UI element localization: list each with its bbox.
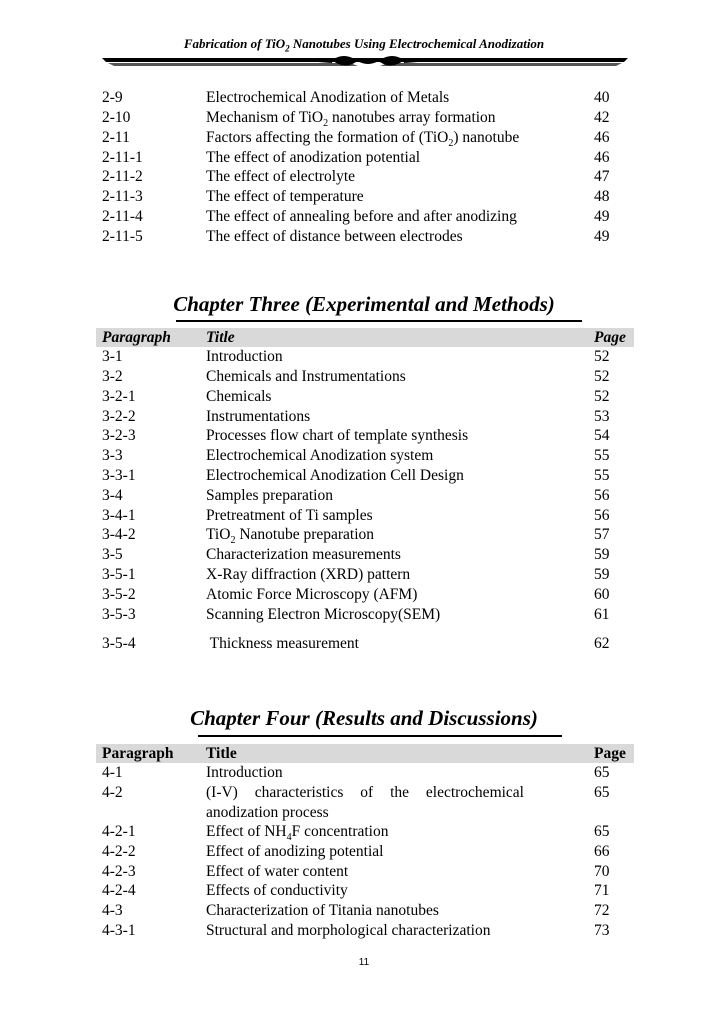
- page-number: 11: [358, 957, 370, 968]
- toc-row: 2-11-2 The effect of electrolyte 47: [102, 168, 610, 185]
- toc-row: 3-3 Electrochemical Anodization system 55: [102, 447, 610, 464]
- toc-row: 4-1 Introduction 65: [102, 764, 610, 781]
- toc-row: 3-2-2 Instrumentations 53: [102, 408, 610, 425]
- chapter-four-underline: [198, 735, 562, 737]
- toc-row: 4-3 Characterization of Titania nanotubes 72: [102, 902, 610, 919]
- chapter-four-column-header: Paragraph Title Page: [96, 744, 634, 763]
- toc-row: 2-11 Factors affecting the formation of (TiO$_2$) nanotube 46: [102, 129, 610, 150]
- toc-row: 3-5-1 X-Ray diffraction (XRD) pattern 59: [102, 566, 610, 583]
- toc-row: 3-5 Characterization measurements 59: [102, 546, 610, 563]
- toc-row: 2-10 Mechanism of TiO$_2$ nanotubes array formation 42: [102, 109, 610, 130]
- toc-row: 4-2-4 Effects of conductivity 71: [102, 882, 610, 899]
- toc-row: 4-3-1 Structural and morphological characterization 73: [102, 922, 610, 939]
- toc-row: 4-2-2 Effect of anodizing potential 66: [102, 843, 610, 860]
- chapter-three-column-header: Paragraph Title Page: [96, 328, 634, 347]
- chapter-three-underline: [176, 320, 582, 322]
- toc-row: 3-4 Samples preparation 56: [102, 487, 610, 504]
- toc-row: 4-2 (I-V) characteristics of the electrochemical anodization process 65: [102, 784, 610, 821]
- toc-row: 2-11-5 The effect of distance between electrodes 49: [102, 228, 610, 245]
- toc-row: 2-11-3 The effect of temperature 48: [102, 188, 610, 205]
- toc-row: 3-3-1 Electrochemical Anodization Cell Design 55: [102, 467, 610, 484]
- toc-row: 2-11-4 The effect of annealing before and after anodizing 49: [102, 208, 610, 225]
- toc-row: 3-2 Chemicals and Instrumentations 52: [102, 368, 610, 385]
- toc-row: 2-9 Electrochemical Anodization of Metals 40: [102, 89, 610, 106]
- toc-row: 3-4-2 TiO$_2$ Nanotube preparation 57: [102, 526, 610, 547]
- toc-row: 4-2-3 Effect of water content 70: [102, 863, 610, 880]
- chapter-three-heading: Chapter Three (Experimental and Methods): [173, 292, 555, 316]
- toc-row: 3-5-2 Atomic Force Microscopy (AFM) 60: [102, 586, 610, 603]
- toc-row: 3-4-1 Pretreatment of Ti samples 56: [102, 507, 610, 524]
- toc-row: 4-2-1 Effect of $NH_4F$ concentration 65: [102, 823, 610, 844]
- running-header: Fabrication of TiO$_2$ Nanotubes Using Electrochemical Anodization: [183, 36, 545, 54]
- toc-row: 3-2-1 Chemicals 52: [102, 388, 610, 405]
- header-ornament: [100, 52, 630, 70]
- toc-row: 3-5-4 Thickness measurement 62: [102, 635, 610, 652]
- toc-row: 3-2-3 Processes flow chart of template synthesis 54: [102, 427, 610, 444]
- chapter-four-heading: Chapter Four (Results and Discussions): [190, 706, 538, 730]
- toc-row: 3-1 Introduction 52: [102, 348, 610, 365]
- toc-row: 2-11-1 The effect of anodization potential 46: [102, 149, 610, 166]
- toc-row: 3-5-3 Scanning Electron Microscopy(SEM) 61: [102, 606, 610, 623]
